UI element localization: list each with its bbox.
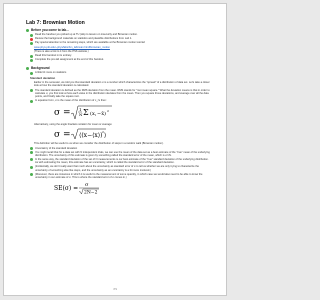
list-item: (Incidentally, we don't really want that much about the uncertainty as standard error of σ to tell us whether we are only trying to characterize the uncertainty of something else like steps, and the uncertainty as an uncertainty is a bit more involved.) [30,165,212,172]
bullet-icon [30,151,33,154]
bullet-icon [30,34,33,37]
bullet-icon [26,67,29,70]
sigma-angle-formula [54,128,114,140]
svg-text:σ =: σ = [54,130,71,141]
subheading-standard-deviation: Standard deviation [30,75,56,80]
list-item: Uncertainty of the standard deviation [30,147,212,151]
document-page [3,3,227,296]
se-sigma-formula [54,181,114,195]
bullet-icon [30,59,33,62]
sigma-sum-formula [54,105,114,121]
list-item: Review the background materials on statistics and plausible distributions from Lab 1. [30,37,212,41]
svg-text:2: 2 [107,108,109,113]
svg-text:2N−2: 2N−2 [84,190,98,196]
bullet-icon [30,166,33,169]
list-item: A little bit more on statistics [30,71,212,75]
bullet-icon [30,173,33,176]
equation-sigma-angle [54,128,212,140]
svg-text:⟨(x−⟨x⟩): ⟨(x−⟨x⟩) [79,132,103,140]
tutorial-link[interactable]: www.phys.pitt.edu/~phys/labs/bm_lab/main.htm#brownian_motion [34,45,110,49]
svg-text:(x: (x [90,110,95,117]
svg-text:SE(σ) =: SE(σ) = [54,185,79,193]
svg-text:N: N [79,111,83,117]
page-title: Lab 7: Brownian Motion [26,20,85,26]
svg-text:Σ: Σ [83,107,89,117]
svg-text:1: 1 [79,106,82,112]
svg-text:i: i [95,112,96,117]
list-item: Read the handout you picked up at TU (skip to lesson on insecurity and Brownian motion. [30,33,212,37]
bullet-icon [30,89,33,92]
equation-standard-error [54,181,212,195]
paragraph: Earlier in the semester, we told you that standard deviation σ is a number which characterizes the "spread" of a distribution of data set. Let's take a closer look at how the standard deviation is calculated. [34,80,210,88]
svg-text:σ =: σ = [54,107,71,118]
list-item: In the same way, the standard deviation of the set of N measurements is our best estimate of the "true" standard deviation of the underlying distribution. As with estimating the mean, this estimate has an uncertainty, which is called the standard error of the standard deviation. [30,158,212,165]
section-background-heading: Background [26,66,212,70]
equation-sigma-sum [54,105,212,121]
list-item: You might recall that for a data set with N independent trials, we can use the mean of the data set as a best estimate of the "true" mean of the underlying distribution. The uncertainty of this estimate is given by something called the standard error of the mean, which is σ/√N. [30,151,212,158]
bullet-icon [30,100,33,103]
bullet-icon [30,72,33,75]
bullet-icon [30,42,33,45]
svg-text:−x̄): −x̄) [97,110,106,117]
bullet-icon [30,38,33,41]
svg-text:⟩: ⟩ [104,132,107,140]
list-item: (Moreover, there are instances in which it is useful to the measurement of some quantity, in which case we would also need to be able to know the uncertainty in our estimate of σ. This is where the standard error of σ comes in.) [30,173,212,180]
list-item: The standard deviation is defined as the RMS deviation from the mean. RMS stands for "root mean square." What the deviation means is that in order to calculate σ, you first look at how each value in the distribution deviates from the mean. Then you square those deviations, and average over all the data points, and finally take the square root. [30,89,212,99]
paragraph: This definition will be useful to us when we consider the distribution of steps in a random walk (Brownian motion). [34,142,164,146]
bullet-icon [30,55,33,58]
section-before-heading: Before you come to lab... [26,28,212,32]
svg-text:2: 2 [102,130,104,135]
list-item: In equation form, σ is the mean of the distribution of x_i's then: [30,99,212,103]
page-number: 7/1 [113,288,117,291]
bullet-icon [30,158,33,161]
list-note: (There is also a link to it from the PSS website.) [34,49,89,53]
bullet-icon [26,29,29,32]
list-item: Complete the pre-lab assignment at the end of this handout. [30,58,212,62]
svg-text:σ: σ [85,182,89,189]
list-item: Read this handout in its entirety. [30,54,212,58]
list-item: Pay special attention to the remaining steps, which are available at the Brownian motion tutorial: [30,41,212,45]
paragraph: Alternatively, using the angle brackets notation for mean or average: [34,122,113,126]
